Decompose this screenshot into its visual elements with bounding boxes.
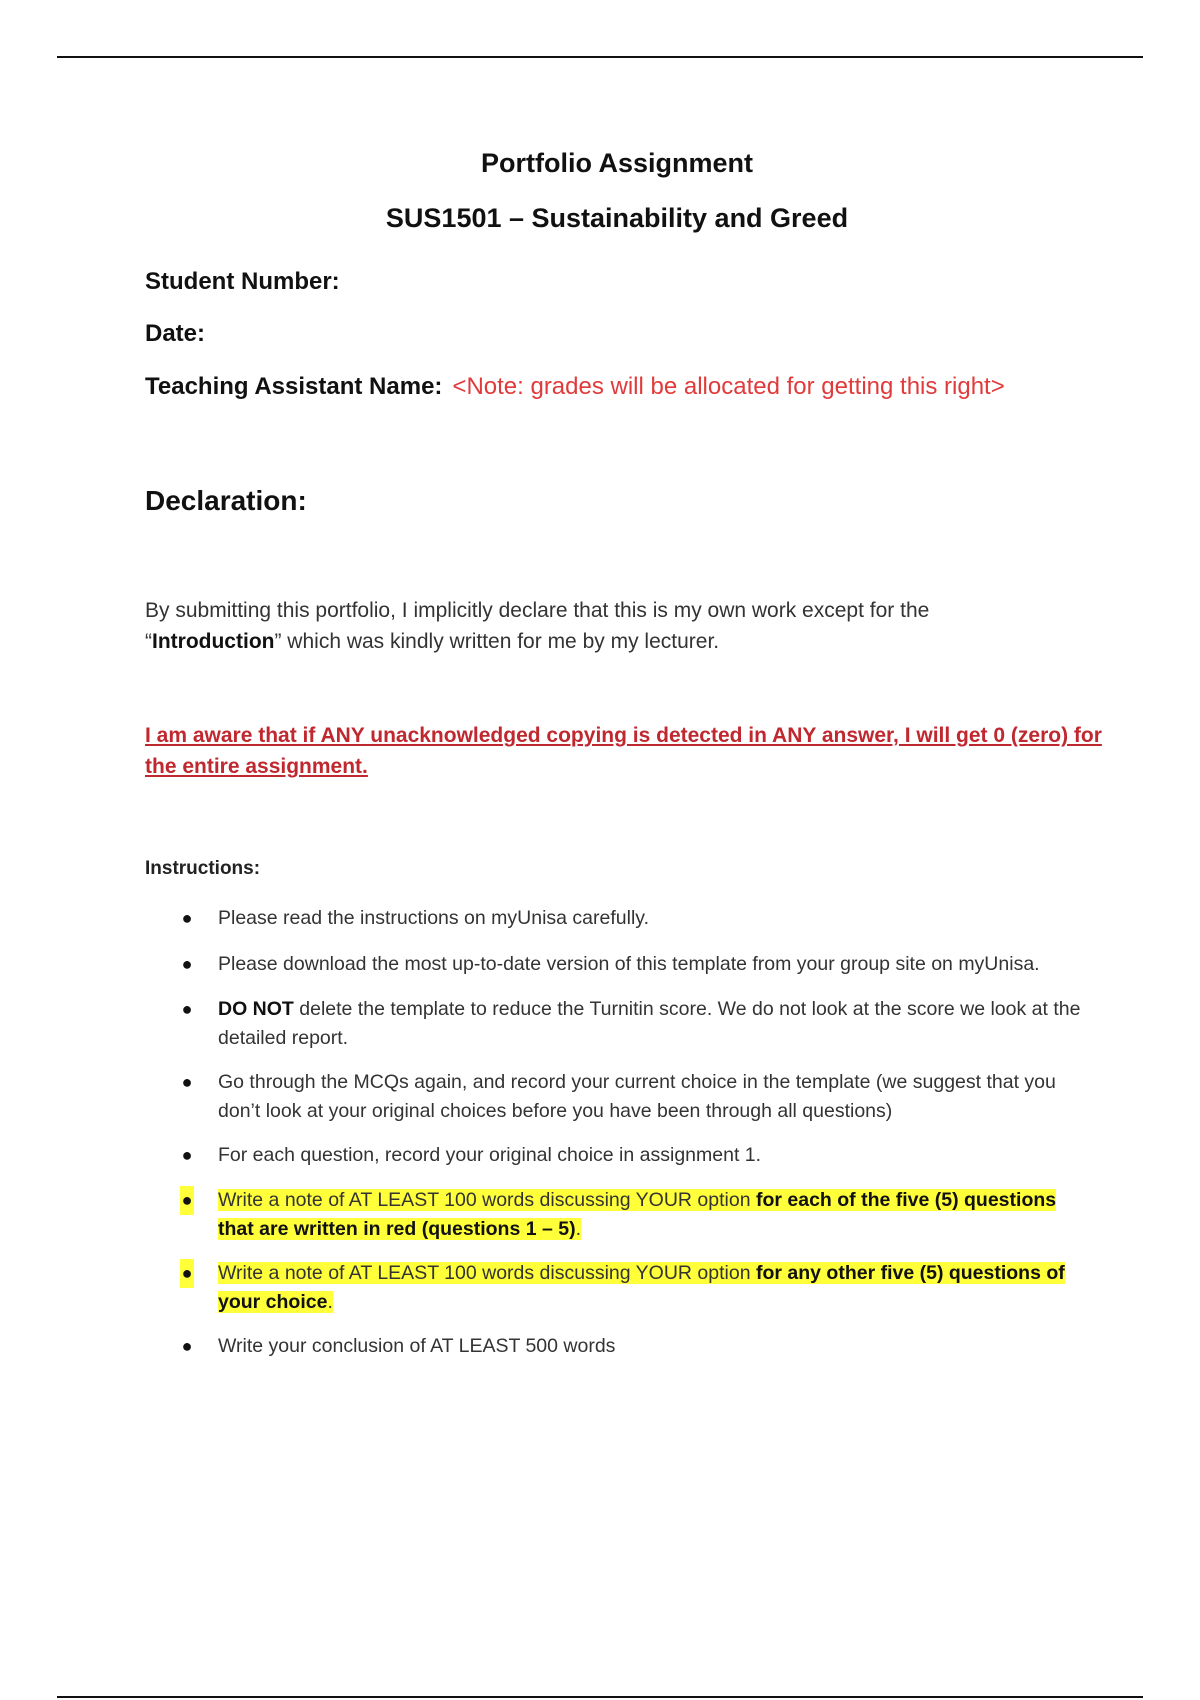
list-item-text: Write a note of AT LEAST 100 words discussing YOUR option for any other five (5) questions of your choice. [218,1262,1065,1313]
list-item [180,950,1090,979]
declaration-paragraph [145,595,1105,657]
list-item [180,1068,1090,1126]
bullet-icon: ● [180,1259,194,1288]
declaration-text: By submitting this portfolio, I implicitly declare that this is my own work except for the [145,599,930,622]
student-number-label: Student Number: [145,268,340,295]
declaration-text-end: ” which was kindly written for me by my lecturer. [274,630,720,653]
highlight-bold: for each of the five (5) questions that are written in red (questions 1 – 5) [218,1189,1057,1240]
highlight-bold: for any other five (5) questions of your choice [218,1262,1065,1313]
instructions-heading: Instructions: [145,858,261,879]
page-title: Portfolio Assignment [480,148,753,178]
list-item [180,904,1090,933]
bottom-rule [57,1696,1143,1698]
bullet-icon: ● [181,908,193,928]
bullet-icon: ● [181,1336,193,1356]
plagiarism-warning: I am aware that if ANY unacknowledged copying is detected in ANY answer, I will get 0 (zero) for the entire assignment. [145,724,1102,778]
list-item-highlighted [180,1186,1090,1244]
bullet-icon: ● [181,999,193,1019]
teaching-assistant-field [145,373,1005,401]
do-not-bold: DO NOT [218,998,294,1020]
date-label: Date: [145,320,206,347]
list-item-text: DO NOT delete the template to reduce the Turnitin score. We do not look at the score we look at the detailed report. [218,998,1081,1049]
list-item [180,1332,1090,1361]
top-rule [57,56,1143,58]
bullet-icon: ● [180,1186,194,1215]
open-quote: “ [145,630,152,653]
list-item-text: Write your conclusion of AT LEAST 500 words [218,1335,616,1357]
introduction-bold: Introduction [152,630,275,653]
list-item-highlighted [180,1259,1090,1317]
list-item [180,995,1090,1053]
course-title: SUS1501 – Sustainability and Greed [385,203,849,233]
list-item-text: Write a note of AT LEAST 100 words discussing YOUR option for each of the five (5) questions that are written in red (questions 1 – 5). [218,1189,1057,1240]
teaching-assistant-label: Teaching Assistant Name: [145,373,443,400]
list-item-text: Go through the MCQs again, and record your current choice in the template (we suggest that you don’t look at your original choices before you have been through all questions) [218,1071,1056,1122]
bullet-icon: ● [181,1072,193,1092]
bullet-icon: ● [181,954,193,974]
list-item-text: For each question, record your original choice in assignment 1. [218,1144,762,1166]
declaration-heading: Declaration: [145,485,307,516]
list-item-text: Please download the most up-to-date version of this template from your group site on myUnisa. [218,953,1040,975]
list-item [180,1141,1090,1170]
teaching-assistant-note: <Note: grades will be allocated for getting this right> [452,373,1005,400]
bullet-icon: ● [181,1145,193,1165]
list-item-text: Please read the instructions on myUnisa carefully. [218,907,650,929]
